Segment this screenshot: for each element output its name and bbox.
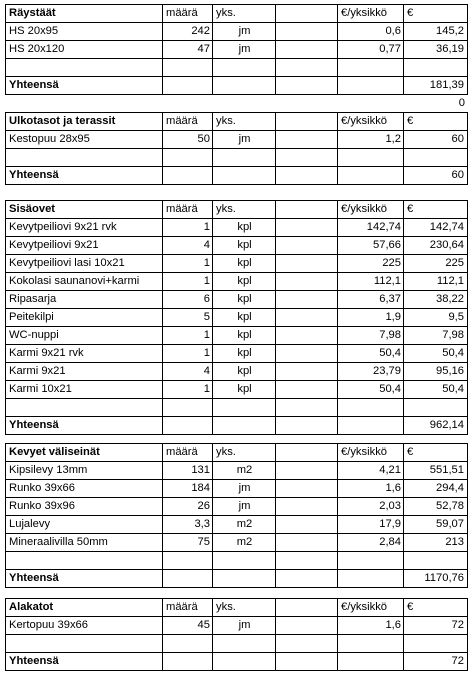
- total-blank[interactable]: [275, 166, 338, 185]
- item-unit[interactable]: jm: [212, 497, 276, 515]
- header-yks[interactable]: yks.: [212, 4, 276, 22]
- total-blank[interactable]: [275, 652, 338, 671]
- total-label[interactable]: Yhteensä: [5, 569, 163, 588]
- item-qty[interactable]: 6: [162, 290, 213, 308]
- empty-cell[interactable]: [275, 148, 338, 166]
- total-blank[interactable]: [212, 569, 276, 588]
- total-label[interactable]: Yhteensä: [5, 652, 163, 671]
- item-sum[interactable]: 145,2: [403, 22, 468, 40]
- item-qty[interactable]: 1: [162, 272, 213, 290]
- item-sum[interactable]: 213: [403, 533, 468, 551]
- section-title[interactable]: Sisäovet: [5, 200, 163, 218]
- header-summa[interactable]: €: [403, 443, 468, 461]
- item-unit[interactable]: kpl: [212, 344, 276, 362]
- item-qty[interactable]: 1: [162, 326, 213, 344]
- empty-cell[interactable]: [275, 634, 338, 652]
- item-unit[interactable]: m2: [212, 461, 276, 479]
- header-maara[interactable]: määrä: [162, 443, 213, 461]
- item-sum[interactable]: 225: [403, 254, 468, 272]
- item-sum[interactable]: 142,74: [403, 218, 468, 236]
- header-hinta[interactable]: €/yksikkö: [337, 598, 404, 616]
- item-unit[interactable]: kpl: [212, 236, 276, 254]
- item-price[interactable]: 7,98: [337, 326, 404, 344]
- item-name[interactable]: Karmi 10x21: [5, 380, 163, 398]
- item-name[interactable]: Ripasarja: [5, 290, 163, 308]
- header-maara[interactable]: määrä: [162, 112, 213, 130]
- empty-cell[interactable]: [403, 551, 468, 569]
- item-price[interactable]: 1,6: [337, 616, 404, 634]
- empty-cell[interactable]: [5, 551, 163, 569]
- item-sum[interactable]: 230,64: [403, 236, 468, 254]
- item-blank[interactable]: [275, 130, 338, 148]
- empty-cell[interactable]: [403, 148, 468, 166]
- header-maara[interactable]: määrä: [162, 4, 213, 22]
- item-blank[interactable]: [275, 461, 338, 479]
- total-blank[interactable]: [275, 76, 338, 95]
- header-blank[interactable]: [275, 112, 338, 130]
- item-sum[interactable]: 112,1: [403, 272, 468, 290]
- item-name[interactable]: Kevytpeiliovi lasi 10x21: [5, 254, 163, 272]
- empty-cell[interactable]: [162, 634, 213, 652]
- item-price[interactable]: 4,21: [337, 461, 404, 479]
- item-price[interactable]: 1,6: [337, 479, 404, 497]
- section-title[interactable]: Räystäät: [5, 4, 163, 22]
- item-qty[interactable]: 45: [162, 616, 213, 634]
- item-blank[interactable]: [275, 344, 338, 362]
- item-unit[interactable]: kpl: [212, 254, 276, 272]
- header-summa[interactable]: €: [403, 4, 468, 22]
- empty-cell[interactable]: [403, 58, 468, 76]
- item-sum[interactable]: 551,51: [403, 461, 468, 479]
- total-blank[interactable]: [275, 416, 338, 435]
- item-name[interactable]: Runko 39x96: [5, 497, 163, 515]
- item-price[interactable]: 17,9: [337, 515, 404, 533]
- total-blank[interactable]: [337, 166, 404, 185]
- item-price[interactable]: 50,4: [337, 380, 404, 398]
- item-sum[interactable]: 50,4: [403, 380, 468, 398]
- header-maara[interactable]: määrä: [162, 598, 213, 616]
- item-unit[interactable]: jm: [212, 616, 276, 634]
- empty-cell[interactable]: [403, 634, 468, 652]
- empty-cell[interactable]: [337, 634, 404, 652]
- item-sum[interactable]: 59,07: [403, 515, 468, 533]
- empty-cell[interactable]: [212, 551, 276, 569]
- header-summa[interactable]: €: [403, 200, 468, 218]
- item-blank[interactable]: [275, 22, 338, 40]
- empty-cell[interactable]: [162, 398, 213, 416]
- item-qty[interactable]: 50: [162, 130, 213, 148]
- item-blank[interactable]: [275, 254, 338, 272]
- item-price[interactable]: 112,1: [337, 272, 404, 290]
- item-name[interactable]: Kokolasi saunanovi+karmi: [5, 272, 163, 290]
- total-blank[interactable]: [162, 76, 213, 95]
- item-name[interactable]: HS 20x95: [5, 22, 163, 40]
- item-qty[interactable]: 75: [162, 533, 213, 551]
- item-unit[interactable]: kpl: [212, 290, 276, 308]
- item-price[interactable]: 0,77: [337, 40, 404, 58]
- total-blank[interactable]: [275, 569, 338, 588]
- header-yks[interactable]: yks.: [212, 443, 276, 461]
- item-name[interactable]: Kestopuu 28x95: [5, 130, 163, 148]
- empty-cell[interactable]: [275, 398, 338, 416]
- empty-cell[interactable]: [212, 634, 276, 652]
- item-qty[interactable]: 5: [162, 308, 213, 326]
- item-name[interactable]: Lujalevy: [5, 515, 163, 533]
- empty-cell[interactable]: [212, 58, 276, 76]
- item-name[interactable]: Kertopuu 39x66: [5, 616, 163, 634]
- item-qty[interactable]: 1: [162, 344, 213, 362]
- item-unit[interactable]: kpl: [212, 218, 276, 236]
- empty-cell[interactable]: [5, 398, 163, 416]
- item-name[interactable]: Peitekilpi: [5, 308, 163, 326]
- section-total[interactable]: 60: [403, 166, 468, 185]
- item-qty[interactable]: 47: [162, 40, 213, 58]
- header-yks[interactable]: yks.: [212, 598, 276, 616]
- item-sum[interactable]: 7,98: [403, 326, 468, 344]
- item-qty[interactable]: 1: [162, 218, 213, 236]
- item-qty[interactable]: 242: [162, 22, 213, 40]
- section-title[interactable]: Kevyet väliseinät: [5, 443, 163, 461]
- header-yks[interactable]: yks.: [212, 200, 276, 218]
- item-blank[interactable]: [275, 515, 338, 533]
- item-unit[interactable]: kpl: [212, 308, 276, 326]
- item-sum[interactable]: 60: [403, 130, 468, 148]
- item-unit[interactable]: m2: [212, 533, 276, 551]
- item-unit[interactable]: kpl: [212, 272, 276, 290]
- total-label[interactable]: Yhteensä: [5, 166, 163, 185]
- header-yks[interactable]: yks.: [212, 112, 276, 130]
- empty-cell[interactable]: [5, 58, 163, 76]
- empty-cell[interactable]: [212, 148, 276, 166]
- empty-cell[interactable]: [337, 58, 404, 76]
- item-unit[interactable]: jm: [212, 40, 276, 58]
- item-price[interactable]: 57,66: [337, 236, 404, 254]
- total-label[interactable]: Yhteensä: [5, 416, 163, 435]
- total-blank[interactable]: [212, 652, 276, 671]
- section-title[interactable]: Ulkotasot ja terassit: [5, 112, 163, 130]
- empty-cell[interactable]: [275, 551, 338, 569]
- item-unit[interactable]: jm: [212, 22, 276, 40]
- item-unit[interactable]: m2: [212, 515, 276, 533]
- item-blank[interactable]: [275, 533, 338, 551]
- item-name[interactable]: Karmi 9x21 rvk: [5, 344, 163, 362]
- item-blank[interactable]: [275, 380, 338, 398]
- item-price[interactable]: 142,74: [337, 218, 404, 236]
- item-blank[interactable]: [275, 290, 338, 308]
- empty-cell[interactable]: [5, 634, 163, 652]
- empty-cell[interactable]: [403, 398, 468, 416]
- item-blank[interactable]: [275, 479, 338, 497]
- item-blank[interactable]: [275, 218, 338, 236]
- item-blank[interactable]: [275, 236, 338, 254]
- item-unit[interactable]: kpl: [212, 380, 276, 398]
- empty-cell[interactable]: [275, 58, 338, 76]
- total-blank[interactable]: [337, 76, 404, 95]
- section-total[interactable]: 72: [403, 652, 468, 671]
- total-blank[interactable]: [162, 166, 213, 185]
- item-price[interactable]: 1,2: [337, 130, 404, 148]
- item-blank[interactable]: [275, 40, 338, 58]
- item-price[interactable]: 0,6: [337, 22, 404, 40]
- item-blank[interactable]: [275, 497, 338, 515]
- item-blank[interactable]: [275, 308, 338, 326]
- header-hinta[interactable]: €/yksikkö: [337, 200, 404, 218]
- total-blank[interactable]: [162, 416, 213, 435]
- item-sum[interactable]: 9,5: [403, 308, 468, 326]
- item-price[interactable]: 1,9: [337, 308, 404, 326]
- item-price[interactable]: 50,4: [337, 344, 404, 362]
- header-hinta[interactable]: €/yksikkö: [337, 112, 404, 130]
- note-value[interactable]: 0: [458, 97, 465, 109]
- item-name[interactable]: Karmi 9x21: [5, 362, 163, 380]
- empty-cell[interactable]: [337, 398, 404, 416]
- total-blank[interactable]: [337, 416, 404, 435]
- item-name[interactable]: Mineraalivilla 50mm: [5, 533, 163, 551]
- item-price[interactable]: 23,79: [337, 362, 404, 380]
- empty-cell[interactable]: [162, 551, 213, 569]
- header-hinta[interactable]: €/yksikkö: [337, 4, 404, 22]
- item-qty[interactable]: 4: [162, 236, 213, 254]
- empty-cell[interactable]: [162, 58, 213, 76]
- item-qty[interactable]: 4: [162, 362, 213, 380]
- header-summa[interactable]: €: [403, 598, 468, 616]
- total-label[interactable]: Yhteensä: [5, 76, 163, 95]
- section-title[interactable]: Alakatot: [5, 598, 163, 616]
- empty-cell[interactable]: [337, 148, 404, 166]
- header-blank[interactable]: [275, 200, 338, 218]
- total-blank[interactable]: [212, 166, 276, 185]
- item-qty[interactable]: 184: [162, 479, 213, 497]
- item-blank[interactable]: [275, 272, 338, 290]
- item-name[interactable]: Kipsilevy 13mm: [5, 461, 163, 479]
- header-blank[interactable]: [275, 443, 338, 461]
- empty-cell[interactable]: [5, 148, 163, 166]
- header-hinta[interactable]: €/yksikkö: [337, 443, 404, 461]
- item-qty[interactable]: 131: [162, 461, 213, 479]
- item-blank[interactable]: [275, 616, 338, 634]
- item-unit[interactable]: kpl: [212, 362, 276, 380]
- item-sum[interactable]: 294,4: [403, 479, 468, 497]
- item-name[interactable]: HS 20x120: [5, 40, 163, 58]
- header-summa[interactable]: €: [403, 112, 468, 130]
- total-blank[interactable]: [212, 76, 276, 95]
- section-total[interactable]: 1170,76: [403, 569, 468, 588]
- item-sum[interactable]: 52,78: [403, 497, 468, 515]
- total-blank[interactable]: [162, 569, 213, 588]
- empty-cell[interactable]: [337, 551, 404, 569]
- total-blank[interactable]: [162, 652, 213, 671]
- item-price[interactable]: 225: [337, 254, 404, 272]
- header-maara[interactable]: määrä: [162, 200, 213, 218]
- item-price[interactable]: 2,03: [337, 497, 404, 515]
- item-unit[interactable]: kpl: [212, 326, 276, 344]
- item-unit[interactable]: jm: [212, 130, 276, 148]
- item-sum[interactable]: 36,19: [403, 40, 468, 58]
- item-unit[interactable]: jm: [212, 479, 276, 497]
- item-name[interactable]: Kevytpeiliovi 9x21: [5, 236, 163, 254]
- header-blank[interactable]: [275, 4, 338, 22]
- empty-cell[interactable]: [162, 148, 213, 166]
- item-sum[interactable]: 50,4: [403, 344, 468, 362]
- header-blank[interactable]: [275, 598, 338, 616]
- item-name[interactable]: Kevytpeiliovi 9x21 rvk: [5, 218, 163, 236]
- item-sum[interactable]: 72: [403, 616, 468, 634]
- item-sum[interactable]: 38,22: [403, 290, 468, 308]
- item-name[interactable]: Runko 39x66: [5, 479, 163, 497]
- item-qty[interactable]: 26: [162, 497, 213, 515]
- item-qty[interactable]: 1: [162, 254, 213, 272]
- item-name[interactable]: WC-nuppi: [5, 326, 163, 344]
- empty-cell[interactable]: [212, 398, 276, 416]
- item-sum[interactable]: 95,16: [403, 362, 468, 380]
- item-price[interactable]: 2,84: [337, 533, 404, 551]
- section-total[interactable]: 181,39: [403, 76, 468, 95]
- total-blank[interactable]: [337, 652, 404, 671]
- item-price[interactable]: 6,37: [337, 290, 404, 308]
- total-blank[interactable]: [212, 416, 276, 435]
- section-total[interactable]: 962,14: [403, 416, 468, 435]
- total-blank[interactable]: [337, 569, 404, 588]
- item-blank[interactable]: [275, 362, 338, 380]
- item-blank[interactable]: [275, 326, 338, 344]
- item-qty[interactable]: 3,3: [162, 515, 213, 533]
- item-qty[interactable]: 1: [162, 380, 213, 398]
